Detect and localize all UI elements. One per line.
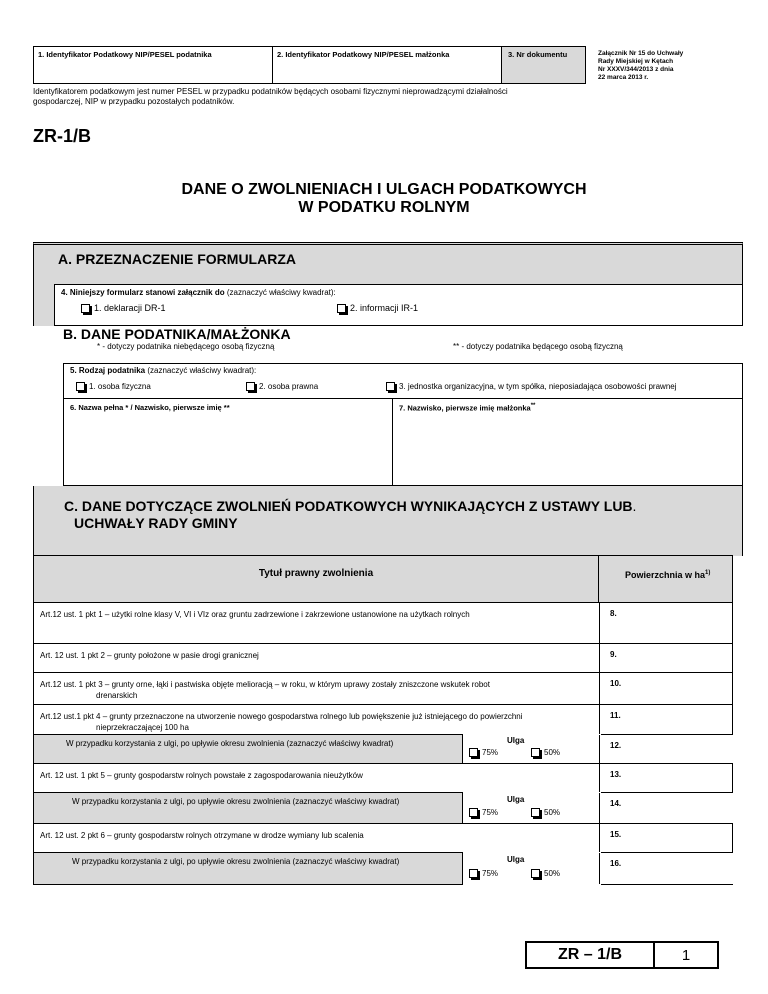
- field-4-label-bold: 4. Niniejszy formularz stanowi załącznik do: [61, 288, 225, 297]
- field-10-number: 10.: [610, 679, 622, 688]
- option-natural-person[interactable]: [76, 382, 151, 391]
- table-header-area: [598, 555, 733, 603]
- relief-75-label: 75%: [482, 869, 499, 878]
- option-organizational-unit[interactable]: [386, 382, 677, 391]
- relief-75-label: 75%: [482, 808, 499, 817]
- organizational-unit-checkbox[interactable]: [386, 382, 395, 391]
- field-12-number: 12.: [610, 741, 622, 750]
- field-16-number: 16.: [610, 859, 622, 868]
- relief-50-option-12[interactable]: [531, 748, 560, 757]
- field-13-input[interactable]: [599, 764, 735, 792]
- nip-taxpayer-label: 1. Identyfikator Podatkowy NIP/PESEL podatnika: [38, 50, 212, 59]
- relief-50-label: 50%: [544, 869, 561, 878]
- section-b-note-legal: * - dotyczy podatnika niebędącego osobą fizyczną: [97, 342, 275, 351]
- ulga-label-12: Ulga: [507, 736, 525, 745]
- relief-50-label: 50%: [544, 748, 561, 757]
- ulga-label-16: Ulga: [507, 855, 525, 864]
- field-7-label-text: 7. Nazwisko, pierwsze imię małżonka: [399, 403, 531, 413]
- row-10-line1: Art.12 ust. 1 pkt 3 – grunty orne, łąki i pastwiska objęte melioracją – w roku, w którym uprawy zostały zniszczone wskutek robot: [40, 680, 490, 689]
- table-row: [33, 704, 733, 735]
- relief-text-12: W przypadku korzystania z ulgi, po upływie okresu zwolnienia (zaznaczyć właściwy kwadrat): [66, 739, 394, 748]
- field-15-number: 15.: [610, 830, 622, 839]
- nip-spouse-field[interactable]: [272, 46, 502, 84]
- option-dr1-label: 1. deklaracji DR-1: [94, 303, 166, 313]
- field-6-label: 6. Nazwa pełna * / Nazwisko, pierwsze imię **: [70, 403, 230, 412]
- table-row: [33, 602, 733, 644]
- field-7-label: [399, 403, 535, 413]
- section-a-left-margin: [33, 284, 55, 326]
- field-9-input[interactable]: [599, 644, 735, 672]
- dr1-checkbox[interactable]: [81, 304, 90, 313]
- section-c-title-dot: .: [632, 498, 637, 514]
- relief-text-14: W przypadku korzystania z ulgi, po upływie okresu zwolnienia (zaznaczyć właściwy kwadrat): [72, 797, 400, 806]
- field-4-label: [61, 288, 336, 297]
- field-4-box: [54, 284, 743, 326]
- ulga-label-14: Ulga: [507, 795, 525, 804]
- nip-spouse-label: 2. Identyfikator Podatkowy NIP/PESEL małżonka: [277, 50, 450, 59]
- section-a-title: A. PRZEZNACZENIE FORMULARZA: [58, 251, 296, 267]
- field-16-input[interactable]: [599, 853, 735, 884]
- identifier-note: [33, 87, 508, 107]
- field-9-number: 9.: [610, 650, 617, 659]
- section-c-header: [33, 486, 743, 556]
- table-row: [33, 823, 733, 853]
- field-5-box: [63, 363, 743, 399]
- annex-line: 22 marca 2013 r.: [598, 74, 649, 81]
- column-area: [625, 570, 710, 580]
- field-8-number: 8.: [610, 609, 617, 618]
- row-13-text: Art. 12 ust. 1 pkt 5 – grunty gospodarstw rolnych powstałe z zagospodarowania nieużytków: [40, 771, 363, 780]
- column-area-sup: 1): [705, 570, 711, 576]
- table-row: [33, 763, 733, 793]
- row-8-text: Art.12 ust. 1 pkt 1 – użytki rolne klasy V, VI i VIz oraz gruntu zadrzewione i zakrzewione ustanowione na użytkach rolnych: [40, 610, 470, 619]
- field-5-label: [70, 366, 256, 375]
- row-15-text: Art. 12 ust. 2 pkt 6 – grunty gospodarstw rolnych otrzymane w drodze wymiany lub scalenia: [40, 831, 364, 840]
- natural-person-checkbox[interactable]: [76, 382, 85, 391]
- field-12-input[interactable]: [599, 735, 735, 763]
- field-4-label-rest: (zaznaczyć właściwy kwadrat):: [224, 288, 336, 297]
- identifier-note-line: gospodarczej, NIP w przypadku pozostałych podatników.: [33, 97, 235, 106]
- field-8-input[interactable]: [599, 603, 735, 643]
- relief-box-12: [462, 734, 601, 764]
- page-title-line: W PODATKU ROLNYM: [298, 199, 470, 216]
- field-5-label-bold: 5. Rodzaj podatnika: [70, 366, 146, 375]
- relief-75-checkbox[interactable]: [469, 869, 478, 878]
- footer-form-code-text: ZR – 1/B: [557, 946, 622, 963]
- section-b-header: [33, 325, 743, 365]
- section-a-header: [33, 242, 743, 284]
- table-row: [33, 643, 733, 673]
- relief-50-option-14[interactable]: [531, 808, 560, 817]
- relief-box-14: [462, 792, 601, 824]
- table-row: [33, 672, 733, 705]
- field-5-label-rest: (zaznaczyć właściwy kwadrat):: [145, 366, 257, 375]
- relief-box-16: [462, 852, 601, 885]
- field-7-label-sup: **: [530, 403, 536, 409]
- field-14-input[interactable]: [599, 793, 735, 823]
- footer-page-number-text: 1: [681, 947, 691, 964]
- section-c-title-line2: UCHWAŁY RADY GMINY: [74, 515, 238, 531]
- section-c-title-text: C. DANE DOTYCZĄCE ZWOLNIEŃ PODATKOWYCH WYNIKAJĄCYCH Z USTAWY LUB: [64, 498, 633, 514]
- option-ir1-label: 2. informacji IR-1: [350, 303, 419, 313]
- relief-row: [33, 852, 733, 885]
- relief-50-label: 50%: [544, 808, 561, 817]
- row-11-text: [40, 711, 600, 733]
- relief-75-checkbox[interactable]: [469, 808, 478, 817]
- relief-75-option-14[interactable]: [469, 808, 498, 817]
- option-legal-person-label: 2. osoba prawna: [259, 382, 319, 391]
- page-title: [0, 181, 768, 217]
- form-code: ZR-1/B: [33, 126, 91, 146]
- field-6-name[interactable]: [63, 398, 393, 486]
- field-13-number: 13.: [610, 770, 622, 779]
- option-legal-person[interactable]: [246, 382, 318, 391]
- relief-50-checkbox[interactable]: [531, 748, 540, 757]
- section-c-title: [64, 498, 636, 532]
- row-11-line2: nieprzekraczającej 100 ha: [96, 723, 189, 732]
- section-b-title: B. DANE PODATNIKA/MAŁŻONKA: [63, 326, 291, 342]
- relief-row: [33, 792, 733, 824]
- annex-note: [598, 50, 683, 82]
- relief-75-label: 75%: [482, 748, 499, 757]
- relief-75-option-16[interactable]: [469, 869, 498, 878]
- relief-75-option-12[interactable]: [469, 748, 498, 757]
- option-dr1[interactable]: [81, 303, 166, 313]
- annex-line: Rady Miejskiej w Kętach: [598, 58, 674, 65]
- option-ir1[interactable]: [337, 303, 418, 313]
- field-15-input[interactable]: [599, 824, 735, 852]
- relief-50-checkbox[interactable]: [531, 808, 540, 817]
- field-14-number: 14.: [610, 799, 622, 808]
- relief-75-checkbox[interactable]: [469, 748, 478, 757]
- relief-50-checkbox[interactable]: [531, 869, 540, 878]
- field-7-spouse-name[interactable]: [392, 398, 743, 486]
- relief-50-option-16[interactable]: [531, 869, 560, 878]
- document-number-field: [501, 46, 586, 84]
- row-10-text: [40, 679, 600, 701]
- section-b-note-natural: ** - dotyczy podatnika będącego osobą fizyczną: [453, 342, 623, 351]
- footer-form-code: [525, 941, 655, 969]
- identifier-note-line: Identyfikatorem podatkowym jest numer PESEL w przypadku podatników będących osobami fizycznymi nieprowadzącymi działalności: [33, 87, 508, 96]
- footer-page-number: [653, 941, 719, 969]
- row-10-line2: drenarskich: [96, 691, 138, 700]
- nip-taxpayer-field[interactable]: [33, 46, 273, 84]
- option-organizational-unit-label: 3. jednostka organizacyjna, w tym spółka, nieposiadająca osobowości prawnej: [399, 382, 677, 391]
- row-9-text: Art. 12 ust. 1 pkt 2 – grunty położone w pasie drogi granicznej: [40, 651, 259, 660]
- row-11-line1: Art.12 ust.1 pkt 4 – grunty przeznaczone na utworzenie nowego gospodarstwa rolnego lub powiększenie już istniejącego do powierzchni: [40, 712, 523, 721]
- table-header-title: [33, 555, 599, 603]
- option-natural-person-label: 1. osoba fizyczna: [89, 382, 151, 391]
- field-11-input[interactable]: [599, 705, 735, 734]
- annex-line: Nr XXXV/344/2013 z dnia: [598, 66, 674, 73]
- relief-text-16: W przypadku korzystania z ulgi, po upływie okresu zwolnienia (zaznaczyć właściwy kwadrat): [72, 857, 400, 866]
- document-number-label: 3. Nr dokumentu: [508, 50, 568, 59]
- annex-line: Załącznik Nr 15 do Uchwały: [598, 50, 684, 57]
- field-10-input[interactable]: [599, 673, 735, 704]
- legal-person-checkbox[interactable]: [246, 382, 255, 391]
- column-legal-title: Tytuł prawny zwolnienia: [258, 568, 374, 579]
- column-area-label: Powierzchnia w ha: [625, 570, 706, 580]
- page-title-line: DANE O ZWOLNIENIACH I ULGACH PODATKOWYCH: [181, 181, 587, 198]
- relief-row: [33, 734, 733, 764]
- section-c-title-line1: [64, 498, 636, 515]
- ir1-checkbox[interactable]: [337, 304, 346, 313]
- field-11-number: 11.: [610, 711, 621, 720]
